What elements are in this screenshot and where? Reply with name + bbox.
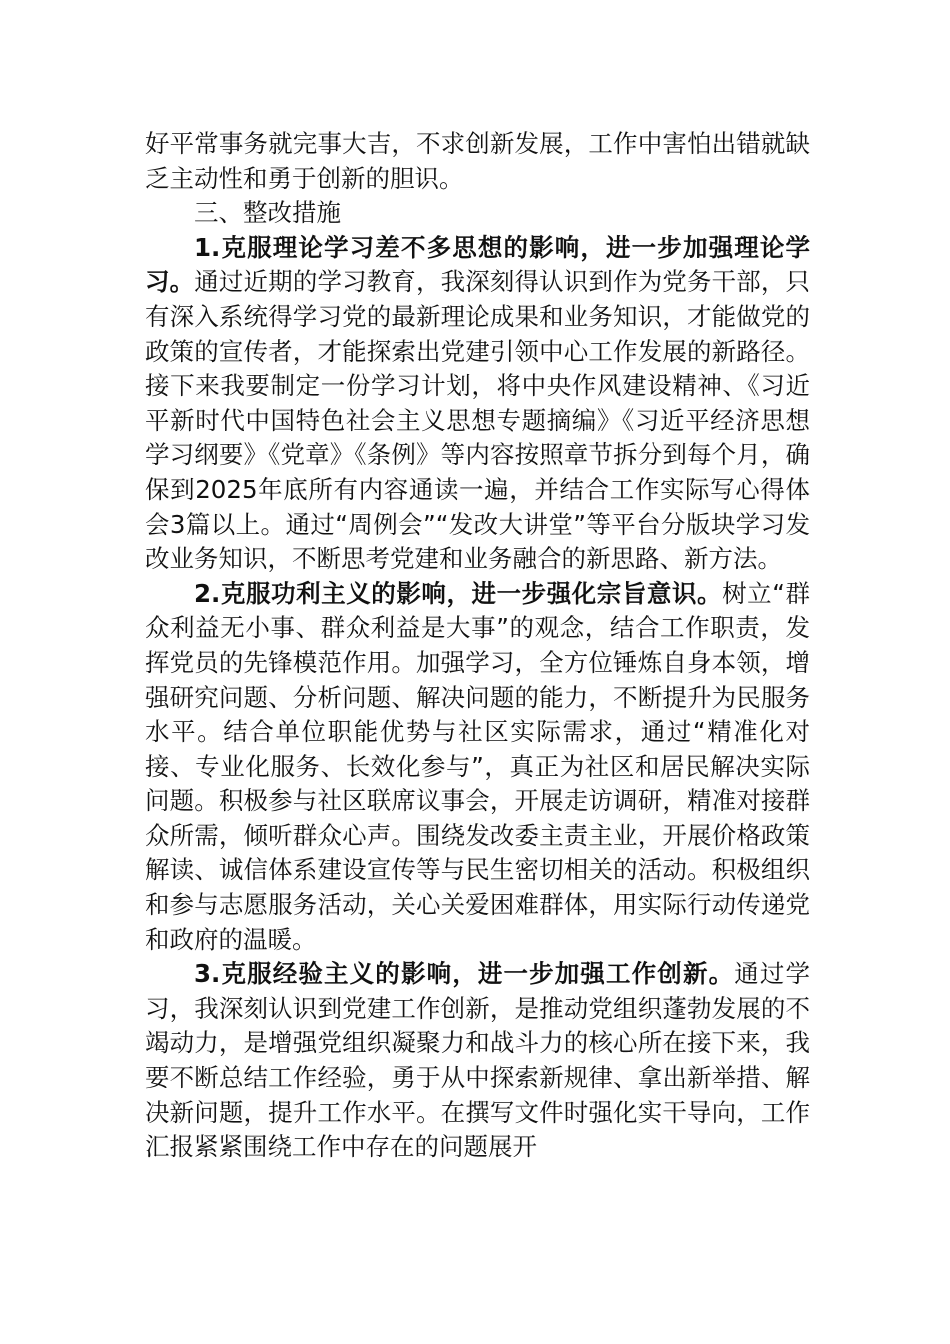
continuation-paragraph: 好平常事务就完事大吉，不求创新发展，工作中害怕出错就缺乏主动性和勇于创新的胆识。: [145, 129, 810, 193]
measure-heading-3: 3.克服经验主义的影响，进一步加强工作创新。: [194, 959, 735, 989]
measure-body-2: 树立“群众利益无小事、群众利益是大事”的观念，结合工作职责，发挥党员的先锋模范作用。加强学习，全方位锤炼自身本领，增强研究问题、分析问题、解决问题的能力，不断提升为民服务水平。结合单位职能优势与社区实际需求，通过“精准化对接、专业化服务、长效化参与”，真正为社区和居民解决实际问题。积极参与社区联席议事会，开展走访调研，精准对接群众所需，倾听群众心声。围绕发改委主责主业，开展价格政策解读、诚信体系建设宣传等与民生密切相关的活动。积极组织和参与志愿服务活动，关心关爱困难群体，用实际行动传递党和政府的温暖。: [145, 578, 810, 954]
measure-paragraph-3: [145, 957, 810, 1165]
measure-paragraph-2: [145, 577, 810, 958]
measure-paragraph-1: [145, 231, 810, 577]
measure-body-3: 通过学习，我深刻认识到党建工作创新，是推动党组织蓬勃发展的不竭动力，是增强党组织凝聚力和战斗力的核心所在接下来，我要不断总结工作经验，勇于从中探索新规律、拿出新举措、解决新问题，提升工作水平。在撰写文件时强化实干导向，工作汇报紧紧围绕工作中存在的问题展开: [145, 959, 811, 1162]
section-title: 三、整改措施: [194, 198, 341, 228]
measure-heading-1: 1.克服理论学习差不多思想的影响，进一步加强理论学习。: [145, 232, 810, 297]
document-body: [145, 127, 810, 1165]
measure-heading-2: 2.克服功利主义的影响，进一步强化宗旨意识。: [194, 578, 723, 608]
measure-body-1: 通过近期的学习教育，我深刻得认识到作为党务干部，只有深入系统得学习党的最新理论成果和业务知识，才能做党的政策的宣传者，才能探索出党建引领中心工作发展的新路径。接下来我要制定一份学习计划，将中央作风建设精神、《习近平新时代中国特色社会主义思想专题摘编》《习近平经济思想学习纲要》《党章》《条例》等内容按照章节拆分到每个月，确保到2025年底所有内容通读一遍，并结合工作实际写心得体会3篇以上。通过“周例会”“发改大讲堂”等平台分版块学习发改业务知识，不断思考党建和业务融合的新思路、新方法。: [145, 267, 811, 574]
